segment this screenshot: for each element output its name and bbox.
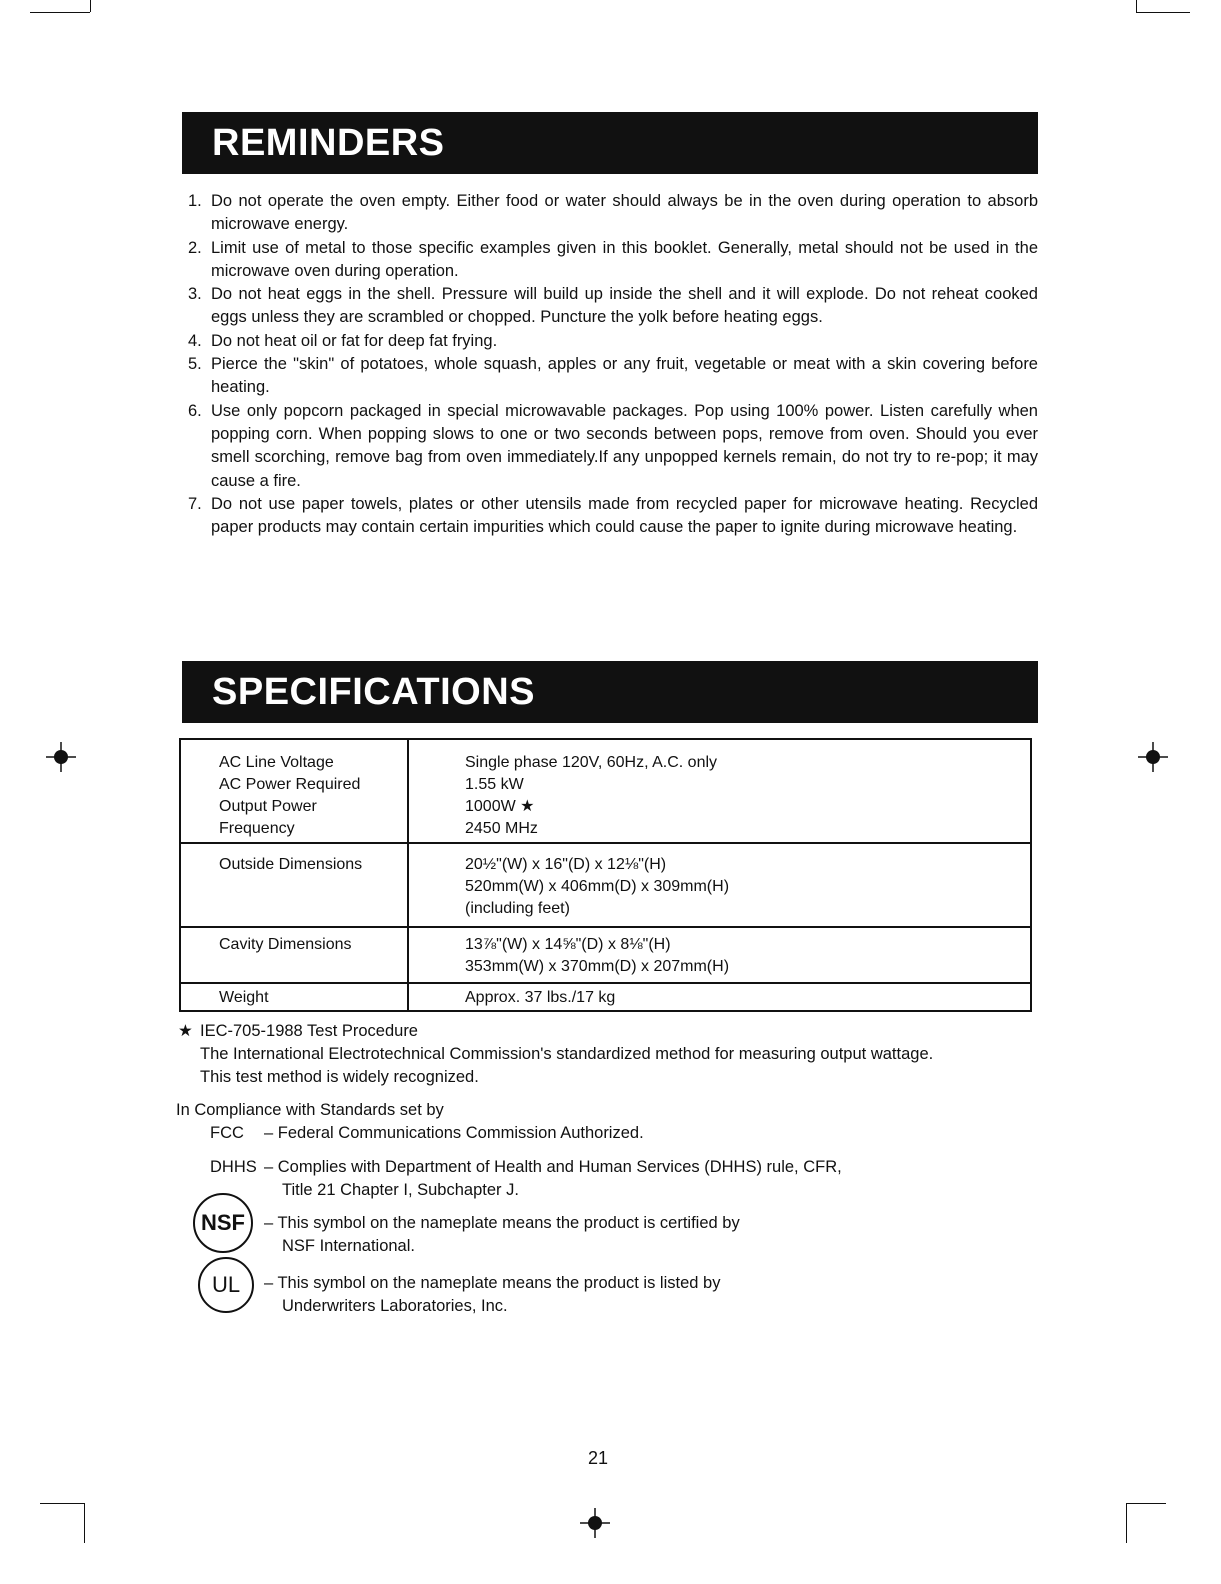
item-number: 7.: [188, 494, 202, 513]
spec-label-cell: [180, 983, 408, 1011]
page-number: 21: [588, 1448, 609, 1468]
list-item: [188, 190, 1038, 237]
registration-target-icon: [1138, 742, 1168, 772]
spec-label: AC Line Voltage: [219, 754, 334, 771]
spec-value: Single phase 120V, 60Hz, A.C. only: [465, 754, 718, 771]
table-row: [180, 739, 1031, 843]
specifications-table: [179, 738, 1032, 1012]
item-text: Pierce the "skin" of potatoes, whole squash, apples or any fruit, vegetable or meat with a skin covering before heating.: [211, 355, 1038, 397]
dhhs-label: DHHS: [210, 1158, 257, 1176]
nsf-logo: NSF: [193, 1193, 253, 1253]
footnote-line: The International Electrotechnical Commission's standardized method for measuring output wattage.: [200, 1045, 934, 1063]
spec-value: 353mm(W) x 370mm(D) x 207mm(H): [465, 958, 730, 975]
ul-logo: UL: [198, 1257, 254, 1313]
spec-label-cell: [180, 927, 408, 983]
footnote-line: This test method is widely recognized.: [200, 1068, 479, 1086]
crop-mark-bottom-left: [40, 1503, 84, 1504]
item-text: Do not use paper towels, plates or other utensils made from recycled paper for microwave heating. Recycled paper products may contain certain impurities which could cause the paper to ignite during microwave heating.: [211, 494, 1038, 537]
item-text: Limit use of metal to those specific examples given in this booklet. Generally, metal should not be used in the microwave oven during operation.: [211, 238, 1038, 280]
crop-mark-top-left-v: [90, 0, 91, 12]
spec-value: 2450 MHz: [465, 820, 538, 837]
item-number: 6.: [188, 401, 202, 420]
spec-value-cell: [408, 927, 1031, 983]
spec-label-cell: [180, 843, 408, 927]
dhhs-text: – Complies with Department of Health and Human Services (DHHS) rule, CFR,: [264, 1158, 842, 1176]
list-item: [188, 493, 1038, 540]
crop-mark-top-right-v: [1136, 0, 1137, 12]
spec-value: 20½"(W) x 16"(D) x 12⅛"(H): [465, 856, 667, 873]
table-row: [180, 927, 1031, 983]
item-number: 4.: [188, 331, 202, 350]
crop-mark-bottom-left-v: [84, 1503, 85, 1543]
list-item: [188, 353, 1038, 400]
spec-value-cell: [408, 983, 1031, 1011]
crop-mark-bottom-right-v: [1126, 1503, 1127, 1543]
item-number: 5.: [188, 355, 202, 374]
list-item: [188, 400, 1038, 493]
registration-target-icon: [46, 742, 76, 772]
list-item: [188, 237, 1038, 284]
specifications-heading: SPECIFICATIONS: [182, 661, 1038, 723]
crop-mark-top-right: [1136, 12, 1190, 13]
ul-text: Underwriters Laboratories, Inc.: [282, 1297, 508, 1315]
spec-label: Weight: [219, 989, 269, 1006]
spec-value: Approx. 37 lbs./17 kg: [465, 989, 616, 1006]
spec-label: Outside Dimensions: [219, 856, 363, 873]
spec-value: 520mm(W) x 406mm(D) x 309mm(H): [465, 878, 730, 895]
list-item: [188, 283, 1038, 330]
spec-label-cell: [180, 739, 408, 843]
item-number: 3.: [188, 285, 202, 304]
footnote-title: IEC-705-1988 Test Procedure: [200, 1022, 418, 1040]
dhhs-text: Title 21 Chapter I, Subchapter J.: [282, 1181, 519, 1199]
spec-label: Cavity Dimensions: [219, 936, 352, 953]
spec-value: (including feet): [465, 900, 570, 917]
spec-label: Frequency: [219, 820, 295, 837]
item-text: Use only popcorn packaged in special microwavable packages. Pop using 100% power. Listen carefully when popping corn. When popping slows to one or two seconds between pops, remove from oven. Should you ever smell scorching, remove bag from oven immediately.If any unpopped kernels remain, do not try to re-pop; it may cause a fire.: [211, 401, 1038, 490]
crop-mark-bottom-right: [1126, 1503, 1166, 1504]
item-text: Do not heat eggs in the shell. Pressure will build up inside the shell and it will explode. Do not reheat cooked eggs unless they are scrambled or chopped. Puncture the yolk before heating eggs.: [211, 285, 1038, 327]
nsf-text: NSF International.: [282, 1237, 415, 1255]
reminders-heading: REMINDERS: [182, 112, 1038, 174]
table-row: [180, 843, 1031, 927]
item-number: 1.: [188, 192, 202, 210]
table-row: [180, 983, 1031, 1011]
item-text: Do not heat oil or fat for deep fat frying.: [211, 331, 498, 350]
spec-label: AC Power Required: [219, 776, 361, 793]
spec-value: 13⅞"(W) x 14⅝"(D) x 8⅛"(H): [465, 936, 671, 953]
spec-value: 1.55 kW: [465, 776, 524, 793]
spec-value-cell: [408, 739, 1031, 843]
spec-value: 1000W ★: [465, 798, 535, 815]
spec-label: Output Power: [219, 798, 317, 815]
crop-mark-top-left: [30, 12, 90, 13]
footnote-marker: ★: [178, 1022, 193, 1040]
spec-value-cell: [408, 843, 1031, 927]
item-text: Do not operate the oven empty. Either food or water should always be in the oven during operation to absorb microwave energy.: [211, 192, 1038, 234]
ul-text: – This symbol on the nameplate means the product is listed by: [264, 1274, 721, 1292]
compliance-intro: In Compliance with Standards set by: [176, 1101, 444, 1119]
reminders-list: [188, 190, 1038, 539]
registration-target-icon: [580, 1508, 610, 1538]
fcc-label: FCC: [210, 1124, 244, 1142]
list-item: [188, 330, 1038, 353]
fcc-text: – Federal Communications Commission Authorized.: [264, 1124, 644, 1142]
item-number: 2.: [188, 238, 202, 257]
nsf-text: – This symbol on the nameplate means the product is certified by: [264, 1214, 740, 1232]
